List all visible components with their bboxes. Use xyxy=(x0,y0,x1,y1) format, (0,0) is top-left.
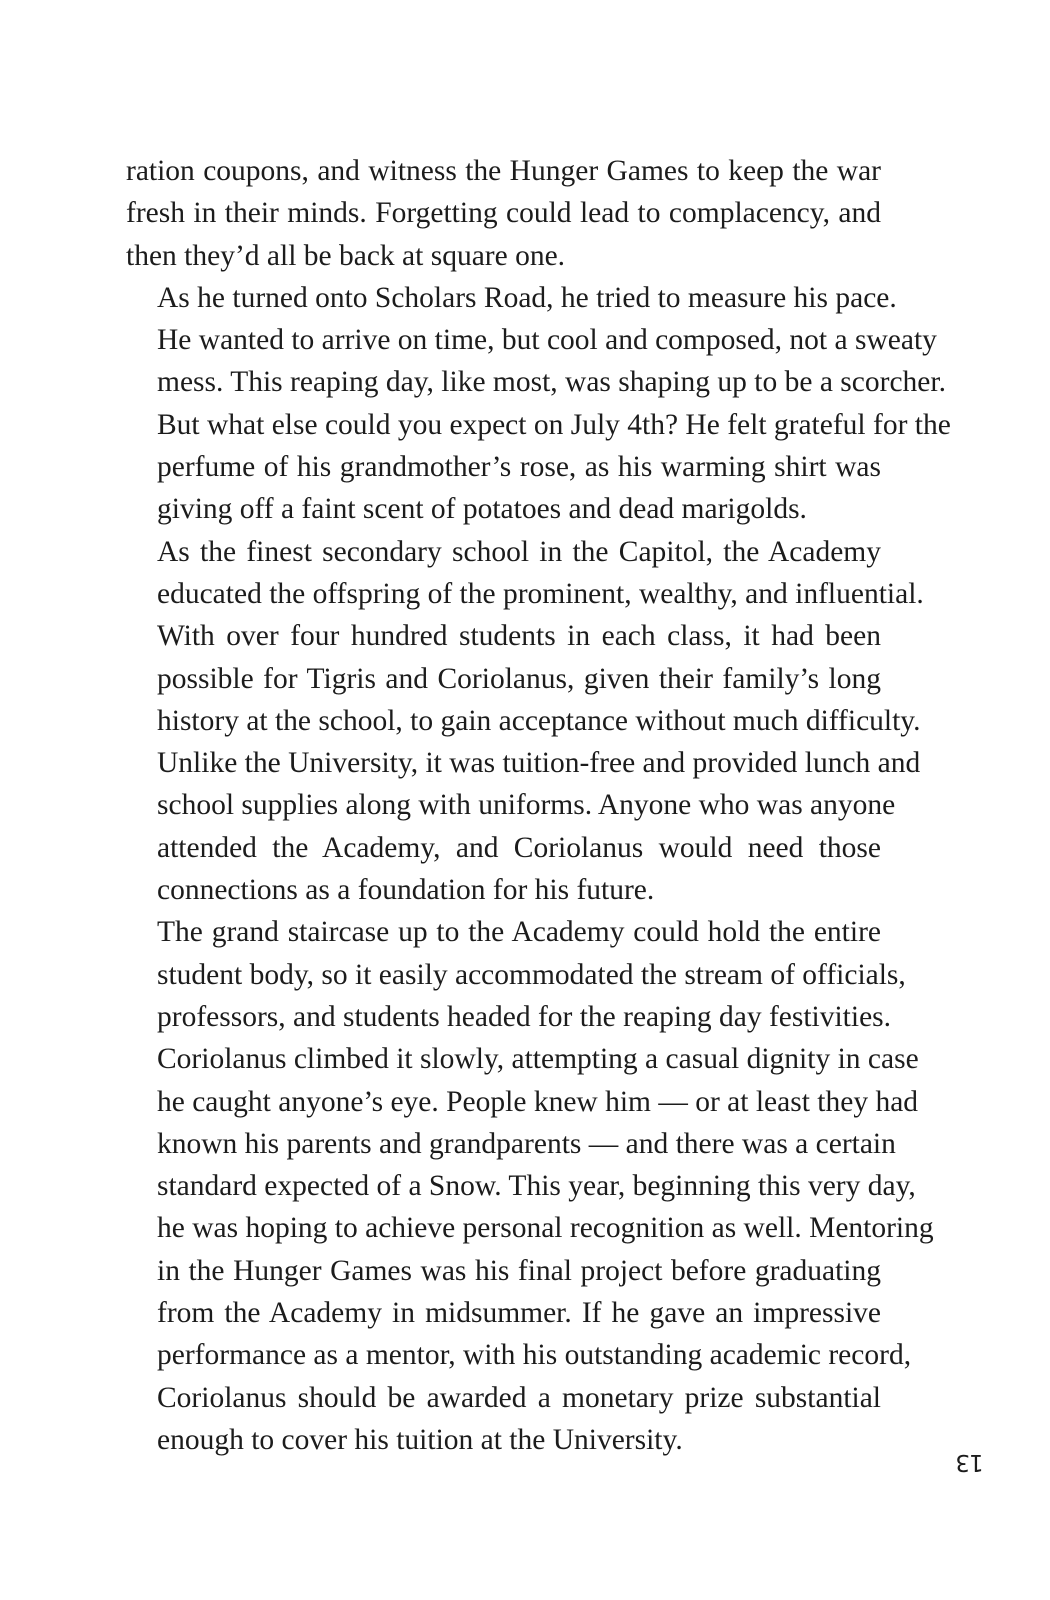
text-line: attended the Academy, and Coriolanus would need those xyxy=(157,831,881,864)
text-line: standard expected of a Snow. This year, beginning this very day, xyxy=(157,1170,916,1203)
text-line: The grand staircase up to the Academy could hold the entire xyxy=(157,916,881,949)
body-text xyxy=(126,150,951,1461)
text-line: he caught anyone’s eye. People knew him — or at least they had xyxy=(157,1085,919,1118)
text-line: enough to cover his tuition at the University. xyxy=(157,1423,683,1456)
text-line: Unlike the University, it was tuition-free and provided lunch and xyxy=(157,747,921,780)
text-line: educated the offspring of the prominent, wealthy, and influential. xyxy=(157,577,924,610)
text-line: Coriolanus climbed it slowly, attempting a casual dignity in case xyxy=(157,1043,919,1076)
text-line: But what else could you expect on July 4th? He felt grateful for the xyxy=(157,408,951,441)
text-line: As the finest secondary school in the Capitol, the Academy xyxy=(157,535,881,568)
text-line: school supplies along with uniforms. Anyone who was anyone xyxy=(157,789,896,822)
paragraph xyxy=(126,911,934,1461)
text-line: perfume of his grandmother’s rose, as his warming shirt was xyxy=(157,451,881,484)
text-line: Coriolanus should be awarded a monetary prize substantial xyxy=(157,1381,881,1414)
text-line: ration coupons, and witness the Hunger Games to keep the war xyxy=(126,155,881,187)
text-line: student body, so it easily accommodated the stream of officials, xyxy=(157,958,906,991)
paragraph xyxy=(126,531,924,912)
text-line: in the Hunger Games was his final project before graduating xyxy=(157,1254,881,1287)
page-number: 13 xyxy=(956,1449,984,1475)
text-line: from the Academy in midsummer. If he gave an impressive xyxy=(157,1297,881,1330)
text-line: mess. This reaping day, like most, was shaping up to be a scorcher. xyxy=(157,366,946,399)
text-line: possible for Tigris and Coriolanus, given their family’s long xyxy=(157,662,881,695)
text-line: He wanted to arrive on time, but cool and composed, not a sweaty xyxy=(157,324,937,357)
text-line: known his parents and grandparents — and there was a certain xyxy=(157,1127,896,1160)
text-line: As he turned onto Scholars Road, he tried to measure his pace. xyxy=(157,281,897,314)
text-line: performance as a mentor, with his outstanding academic record, xyxy=(157,1339,912,1372)
text-line: professors, and students headed for the reaping day festivities. xyxy=(157,1000,892,1033)
paragraph xyxy=(126,277,951,531)
text-line: With over four hundred students in each class, it had been xyxy=(157,620,881,653)
paragraph xyxy=(126,150,881,277)
text-line: history at the school, to gain acceptance without much difficulty. xyxy=(157,704,921,737)
text-line: connections as a foundation for his future. xyxy=(157,874,655,907)
text-line: fresh in their minds. Forgetting could lead to complacency, and xyxy=(126,197,881,230)
text-line: he was hoping to achieve personal recognition as well. Mentoring xyxy=(157,1212,934,1245)
text-line: giving off a faint scent of potatoes and dead marigolds. xyxy=(157,493,807,526)
text-line: then they’d all be back at square one. xyxy=(126,239,566,272)
